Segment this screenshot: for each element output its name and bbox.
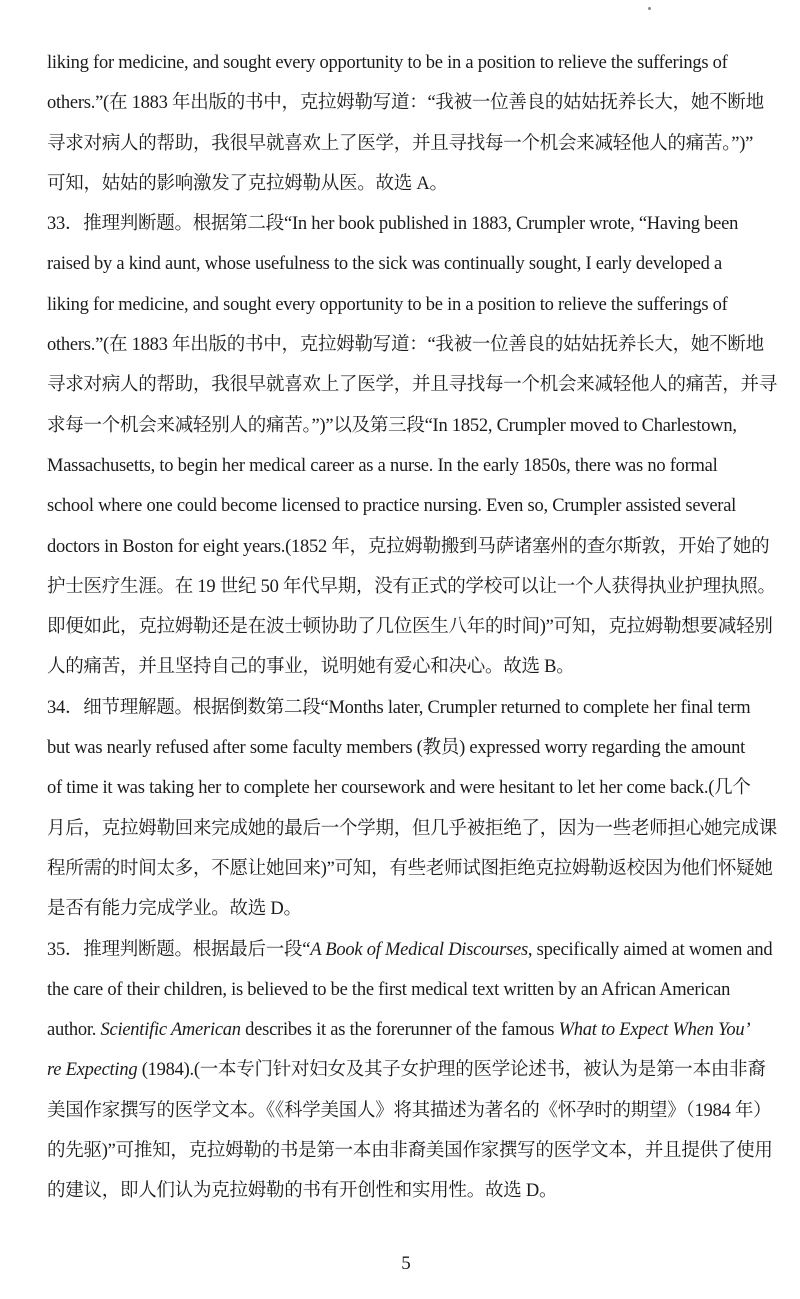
text-line (47, 809, 795, 849)
text-line (47, 164, 795, 204)
text-segment: 34．细节理解题。根据倒数第二段“Months later, Crumpler returned to complete her final term (47, 697, 751, 718)
text-line (47, 889, 795, 929)
text-line (47, 204, 795, 244)
text-segment: liking for medicine, and sought every opportunity to be in a position to relieve the sufferings of (47, 294, 728, 315)
text-line (47, 607, 795, 647)
text-segment: but was nearly refused after some faculty members (教员) expressed worry regarding the amount (47, 738, 745, 759)
text-segment: 35．推理判断题。根据最后一段“ (47, 939, 311, 960)
text-segment: 即便如此，克拉姆勒还是在波士顿协助了几位医生八年的时间)”可知，克拉姆勒想要减轻别 (47, 617, 773, 638)
text-line (47, 446, 795, 486)
scan-artifact-dot (648, 7, 651, 10)
text-segment: 可知，姑姑的影响激发了克拉姆勒从医。故选 A。 (47, 173, 448, 194)
text-line (47, 285, 795, 325)
text-line (47, 728, 795, 768)
text-line (47, 930, 795, 970)
text-line (47, 43, 795, 83)
text-segment: (1984).(一本专门针对妇女及其子女护理的医学论述书，被认为是第一本由非裔 (137, 1060, 766, 1081)
text-segment: others.”(在 1883 年出版的书中，克拉姆勒写道：“我被一位善良的姑姑抚养长大，她不断地 (47, 93, 764, 114)
italic-text-segment: A Book of Medical Discourses (310, 939, 528, 960)
text-segment: Massachusetts, to begin her medical career as a nurse. In the early 1850s, there was no formal (47, 455, 718, 476)
text-segment: raised by a kind aunt, whose usefulness to the sick was continually sought, I early developed a (47, 254, 722, 275)
text-line (47, 1131, 795, 1171)
page-number: 5 (401, 1253, 411, 1274)
text-segment: 护士医疗生涯。在 19 世纪 50 年代早期，没有正式的学校可以让一个人获得执业护理执照。 (47, 576, 776, 597)
text-segment: 美国作家撰写的医学文本。《《科学美国人》将其描述为著名的《怀孕时的期望》（1984 年） (47, 1100, 772, 1121)
text-segment: 求每一个机会来减轻别人的痛苦。”)”以及第三段“In 1852, Crumpler moved to Charlestown, (47, 415, 737, 436)
text-line (47, 688, 795, 728)
text-line (47, 768, 795, 808)
italic-text-segment: What to Expect When You’ (558, 1020, 751, 1041)
text-line (47, 1091, 795, 1131)
text-segment: 寻求对病人的帮助，我很早就喜欢上了医学，并且寻找每一个机会来减轻他人的痛苦。”)” (47, 133, 754, 154)
text-line (47, 970, 795, 1010)
text-segment: the care of their children, is believed to be the first medical text written by an African American (47, 979, 731, 1000)
italic-text-segment: Scientific American (100, 1020, 241, 1041)
text-line (47, 1050, 795, 1090)
text-segment: doctors in Boston for eight years.(1852 年，克拉姆勒搬到马萨诸塞州的查尔斯敦，开始了她的 (47, 536, 770, 557)
text-line (47, 1171, 795, 1211)
text-segment: liking for medicine, and sought every opportunity to be in a position to relieve the sufferings of (47, 53, 728, 73)
text-segment: 是否有能力完成学业。故选 D。 (47, 899, 302, 920)
text-line (47, 365, 795, 405)
text-segment: of time it was taking her to complete her coursework and were hesitant to let her come back.(几个 (47, 778, 751, 799)
text-segment: school where one could become licensed to practice nursing. Even so, Crumpler assisted several (47, 496, 737, 517)
text-segment: 人的痛苦，并且坚持自己的事业，说明她有爱心和决心。故选 B。 (47, 657, 575, 678)
text-segment: , specifically aimed at women and (527, 939, 773, 960)
text-line (47, 83, 795, 123)
text-segment: 的先驱)”可推知，克拉姆勒的书是第一本由非裔美国作家撰写的医学文本，并且提供了使用 (47, 1141, 773, 1162)
text-line (47, 1010, 795, 1050)
text-segment: others.”(在 1883 年出版的书中，克拉姆勒写道：“我被一位善良的姑姑抚养长大，她不断地 (47, 335, 764, 356)
text-segment: 的建议，即人们认为克拉姆勒的书有开创性和实用性。故选 D。 (47, 1181, 558, 1202)
text-segment: author. (47, 1020, 101, 1041)
text-line (47, 647, 795, 687)
text-line (47, 849, 795, 889)
text-segment: 33．推理判断题。根据第二段“In her book published in 1883, Crumpler wrote, “Having been (47, 214, 739, 235)
text-line (47, 527, 795, 567)
text-line (47, 325, 795, 365)
text-line (47, 567, 795, 607)
text-segment: 程所需的时间太多，不愿让她回来)”可知，有些老师试图拒绝克拉姆勒返校因为他们怀疑她 (47, 858, 773, 879)
text-segment: describes it as the forerunner of the famous (240, 1020, 559, 1041)
italic-text-segment: re Expecting (47, 1060, 138, 1081)
text-segment: 寻求对病人的帮助，我很早就喜欢上了医学，并且寻找每一个机会来减轻他人的痛苦，并寻 (47, 375, 778, 396)
text-line (47, 244, 795, 284)
text-line (47, 486, 795, 526)
text-line (47, 124, 795, 164)
document-body (47, 43, 795, 1212)
text-line (47, 406, 795, 446)
text-segment: 月后，克拉姆勒回来完成她的最后一个学期，但几乎被拒绝了，因为一些老师担心她完成课 (47, 818, 778, 839)
